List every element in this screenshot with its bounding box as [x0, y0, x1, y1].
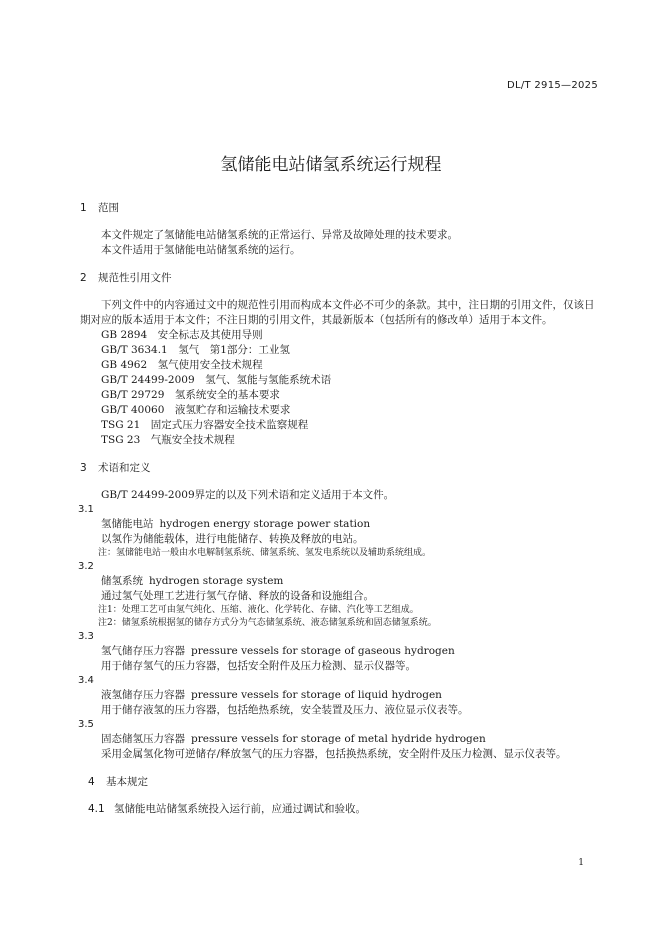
page-number: 1	[578, 858, 584, 868]
term-note: 注：氢储能电站一般由水电解制氢系统、储氢系统、氢发电系统以及辅助系统组成。	[98, 548, 432, 558]
term-entry	[80, 517, 600, 532]
document-body	[80, 200, 600, 817]
section-number: 1	[80, 202, 87, 214]
term-entry	[80, 732, 600, 747]
term-entry	[80, 574, 600, 589]
reference-item: GB/T 40060 液氢贮存和运输技术要求	[101, 404, 291, 416]
section-number: 2	[80, 272, 87, 284]
document-title: 氢储能电站储氢系统运行规程	[220, 155, 442, 175]
term-note: 注1：处理工艺可由氢气纯化、压缩、液化、化学转化、存储、汽化等工艺组成。	[98, 605, 419, 615]
section-title: 术语和定义	[98, 462, 151, 474]
term-zh: 氢储能电站	[101, 518, 154, 530]
term-note: 注2：储氢系统根据氢的储存方式分为气态储氢系统、液态储氢系统和固态储氢系统。	[98, 618, 437, 628]
term-number: 3.3	[78, 631, 94, 642]
term-zh: 固态储氢压力容器	[101, 733, 185, 745]
term-number: 3.2	[78, 561, 94, 572]
section-number: 3	[80, 462, 87, 474]
reference-item: TSG 21 固定式压力容器安全技术监察规程	[101, 419, 309, 431]
standard-code: DL/T 2915—2025	[506, 80, 598, 91]
term-number: 3.5	[78, 719, 94, 730]
paragraph: 本文件适用于氢储能电站储氢系统的运行。	[101, 244, 301, 256]
term-definition: 用于储存氢气的压力容器，包括安全附件及压力检测、显示仪器等。	[101, 660, 416, 672]
term-entry	[80, 644, 600, 659]
reference-item: TSG 23 气瓶安全技术规程	[101, 434, 235, 446]
term-en: hydrogen storage system	[149, 575, 284, 587]
section-number: 4	[88, 776, 95, 788]
term-number: 3.1	[78, 504, 94, 515]
paragraph: 本文件规定了氢储能电站储氢系统的正常运行、异常及故障处理的技术要求。	[101, 229, 458, 241]
term-en: pressure vessels for storage of liquid hydrogen	[191, 689, 442, 701]
term-zh: 储氢系统	[101, 575, 143, 587]
term-zh: 氢气储存压力容器	[101, 645, 185, 657]
paragraph: GB/T 24499-2009界定的以及下列术语和定义适用于本文件。	[101, 489, 395, 501]
section-1-heading	[80, 200, 600, 216]
section-title: 基本规定	[106, 776, 148, 788]
term-zh: 液氢储存压力容器	[101, 689, 185, 701]
reference-item: GB/T 3634.1 氢气 第1部分：工业氢	[101, 344, 290, 356]
paragraph: 下列文件中的内容通过文中的规范性引用而构成本文件必不可少的条款。其中，注日期的引用文件，仅该日期对应的版本适用于本文件；不注日期的引用文件，其最新版本（包括所有的修改单）适用于本文件。	[80, 299, 595, 326]
reference-item: GB/T 29729 氢系统安全的基本要求	[101, 389, 280, 401]
section-4-heading	[88, 774, 600, 790]
term-definition: 通过氢气处理工艺进行氢气存储、释放的设备和设施组合。	[101, 590, 374, 602]
term-definition: 以氢作为储能载体，进行电能储存、转换及释放的电站。	[101, 533, 364, 545]
term-en: pressure vessels for storage of metal hydride hydrogen	[191, 733, 486, 745]
clause-number: 4.1	[88, 803, 105, 815]
clause-4-1	[88, 802, 600, 817]
clause-text: 氢储能电站储氢系统投入运行前，应通过调试和验收。	[114, 803, 366, 815]
section-title: 规范性引用文件	[98, 272, 172, 284]
term-definition: 采用金属氢化物可逆储存/释放氢气的压力容器，包括换热系统，安全附件及压力检测、显示仪表等。	[101, 748, 567, 760]
section-3-heading	[80, 460, 600, 476]
section-title: 范围	[98, 202, 119, 214]
term-en: hydrogen energy storage power station	[159, 518, 371, 530]
reference-item: GB 4962 氢气使用安全技术规程	[101, 359, 263, 371]
reference-item: GB/T 24499-2009 氢气、氢能与氢能系统术语	[101, 374, 332, 386]
term-number: 3.4	[78, 675, 94, 686]
term-definition: 用于储存液氢的压力容器，包括绝热系统，安全装置及压力、液位显示仪表等。	[101, 704, 469, 716]
section-2-heading	[80, 270, 600, 286]
reference-item: GB 2894 安全标志及其使用导则	[101, 329, 263, 341]
term-en: pressure vessels for storage of gaseous hydrogen	[191, 645, 455, 657]
term-entry	[80, 688, 600, 703]
